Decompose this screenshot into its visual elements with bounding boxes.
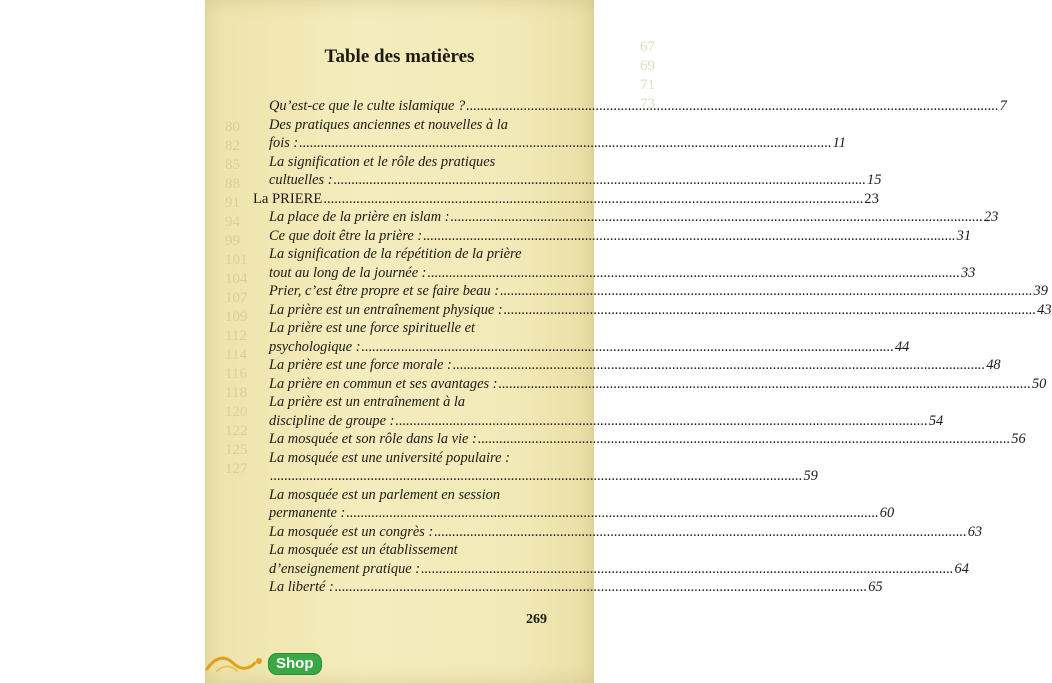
toc-entry — [253, 430, 1026, 449]
page-title: Table des matières — [324, 46, 475, 67]
toc-section-entry — [253, 190, 879, 209]
ghost-number: 116 — [225, 366, 247, 382]
toc-page-number: 39 — [1033, 283, 1048, 299]
toc-entry-line — [269, 264, 976, 283]
ghost-number: 125 — [225, 442, 248, 458]
toc-entry — [253, 541, 969, 578]
toc-entry-text: La mosquée est un établissement — [269, 542, 458, 558]
toc-page-number: 50 — [1031, 375, 1047, 392]
toc-entry-line — [269, 227, 972, 246]
dot-leader — [478, 430, 1010, 449]
toc-entry-line — [269, 523, 983, 542]
toc-entry — [253, 449, 818, 486]
toc-entry-text: La signification de la répétition de la prière — [269, 246, 522, 262]
toc-page-number: 64 — [954, 560, 969, 577]
toc-page-number: 48 — [986, 357, 1001, 373]
book-page — [205, 0, 1052, 683]
toc-entry-text: La prière est un entraînement à la — [269, 394, 466, 410]
ghost-number: 112 — [225, 328, 247, 344]
toc-entry-line — [269, 412, 944, 431]
toc-entry-line — [269, 467, 818, 486]
toc-entry-text: Prier, c’est être propre et se faire beau : — [269, 283, 500, 299]
dot-leader — [362, 338, 894, 357]
toc-entry-text: La liberté : — [269, 579, 334, 595]
dot-leader — [334, 171, 866, 190]
toc-entry — [253, 319, 910, 356]
toc-entry-line — [269, 282, 1048, 301]
toc-entry-line — [269, 375, 1047, 394]
toc-entry-text: La mosquée est un parlement en session — [269, 486, 501, 503]
toc-entry — [253, 356, 1001, 375]
toc-entry-line — [269, 338, 910, 357]
shop-logo-text: Shop — [269, 654, 321, 674]
ghost-number: 69 — [640, 58, 655, 74]
ghost-number: 118 — [225, 385, 247, 401]
toc-entry-text: discipline de groupe : — [269, 412, 395, 429]
shop-logo[interactable] — [203, 651, 321, 677]
toc-page-number: 31 — [956, 227, 972, 244]
toc-entry-text: La prière est une force morale : — [269, 357, 452, 373]
ghost-number: 94 — [225, 214, 240, 230]
toc-entry — [253, 208, 999, 227]
toc-page-number: 11 — [832, 135, 846, 151]
toc-entry-text: fois : — [269, 135, 299, 151]
toc-entry — [253, 486, 895, 523]
ghost-number: 101 — [225, 252, 248, 268]
toc-entry-line — [269, 301, 1052, 320]
ghost-number: 82 — [225, 138, 240, 154]
page-number: 269 — [526, 612, 547, 627]
dot-leader — [500, 282, 1032, 301]
toc-entry-text: d’enseignement pratique : — [269, 560, 421, 577]
toc-page-number: 60 — [879, 505, 895, 521]
toc-entry-line — [269, 171, 882, 190]
toc-entry-line — [269, 356, 1001, 375]
toc-entry-text: Des pratiques anciennes et nouvelles à la — [269, 116, 508, 133]
toc-entry-text: La prière est un entraînement physique : — [269, 301, 503, 318]
toc-entry-text: La prière en commun et ses avantages : — [269, 375, 498, 392]
toc-page-number: 63 — [967, 523, 983, 540]
ghost-number: 107 — [225, 290, 248, 306]
ghost-number: 127 — [225, 461, 248, 477]
ghost-number: 109 — [225, 309, 248, 325]
toc-page-number: 23 — [983, 209, 999, 225]
toc-entry-text: La PRIERE — [253, 190, 323, 207]
dot-leader — [270, 467, 802, 486]
ghost-number: 85 — [225, 157, 240, 173]
toc-entry-text: La mosquée est une université populaire : — [269, 449, 510, 466]
toc-entry — [253, 301, 1052, 320]
toc-entry-line — [269, 504, 895, 523]
ghost-number: 99 — [225, 233, 240, 249]
dot-leader — [453, 356, 985, 375]
toc-entry-text: cultuelles : — [269, 172, 333, 188]
dot-leader — [335, 578, 867, 597]
toc-entry-line — [269, 560, 969, 579]
toc-entry-text: La mosquée et son rôle dans la vie : — [269, 431, 477, 447]
dot-leader — [466, 97, 998, 116]
dot-leader — [427, 264, 959, 283]
ghost-number: 91 — [225, 195, 240, 211]
toc-entry-text: tout au long de la journée : — [269, 264, 427, 281]
toc-entry-line — [269, 578, 883, 597]
dot-leader — [323, 190, 863, 209]
toc-page-number: 56 — [1011, 431, 1026, 447]
dot-leader — [434, 523, 966, 542]
ghost-number: 88 — [225, 176, 240, 192]
dot-leader — [451, 208, 983, 227]
toc-entry-line — [253, 190, 879, 209]
toc-page-number: 15 — [867, 172, 882, 188]
toc-entry-text: permanente : — [269, 505, 346, 521]
ghost-number: 104 — [225, 271, 248, 287]
dot-leader — [395, 412, 927, 431]
toc-entry — [253, 153, 882, 190]
dot-leader — [299, 134, 831, 153]
toc-entry — [253, 282, 1048, 301]
toc-page-number: 23 — [864, 190, 879, 207]
ghost-number: 67 — [640, 39, 655, 55]
toc-entry-text: Ce que doit être la prière : — [269, 227, 423, 244]
toc-entry-text: La prière est une force spirituelle et — [269, 320, 475, 336]
dot-leader — [421, 560, 953, 579]
toc-page-number: 44 — [894, 338, 910, 355]
ghost-number: 122 — [225, 423, 248, 439]
toc-entry-line — [269, 208, 999, 227]
toc-page-number: 43 — [1037, 301, 1052, 318]
ghost-number: 71 — [640, 77, 655, 93]
ghost-number: 114 — [225, 347, 247, 363]
toc-page-number: 33 — [960, 264, 976, 281]
toc-page-number: 7 — [999, 98, 1007, 114]
toc-entry — [253, 523, 983, 542]
toc-entry-text: La mosquée est un congrès : — [269, 523, 434, 540]
swirl-logo-icon — [203, 651, 273, 677]
toc-entry-line — [269, 134, 846, 153]
toc-entry — [253, 116, 846, 153]
toc-entry-text: La signification et le rôle des pratiques — [269, 153, 496, 170]
dot-leader — [504, 301, 1036, 320]
toc-entry-text: Qu’est-ce que le culte islamique ? — [269, 98, 466, 114]
ghost-number: 120 — [225, 404, 248, 420]
toc-entry — [253, 245, 976, 282]
toc-entry — [253, 375, 1047, 394]
toc-entry-text: psychologique : — [269, 338, 361, 355]
ghost-number: 73 — [640, 96, 655, 112]
toc-page-number: 59 — [803, 468, 818, 484]
dot-leader — [346, 504, 878, 523]
toc-page-number: 65 — [868, 579, 883, 595]
dot-leader — [498, 375, 1030, 394]
ghost-number: 80 — [225, 119, 240, 135]
toc-page-number: 54 — [928, 412, 944, 429]
toc-entry — [253, 578, 883, 597]
dot-leader — [423, 227, 955, 246]
toc-entry — [253, 393, 944, 430]
toc-entry — [253, 227, 972, 246]
toc-entry-text: La place de la prière en islam : — [269, 209, 450, 225]
toc-entry-line — [269, 430, 1026, 449]
